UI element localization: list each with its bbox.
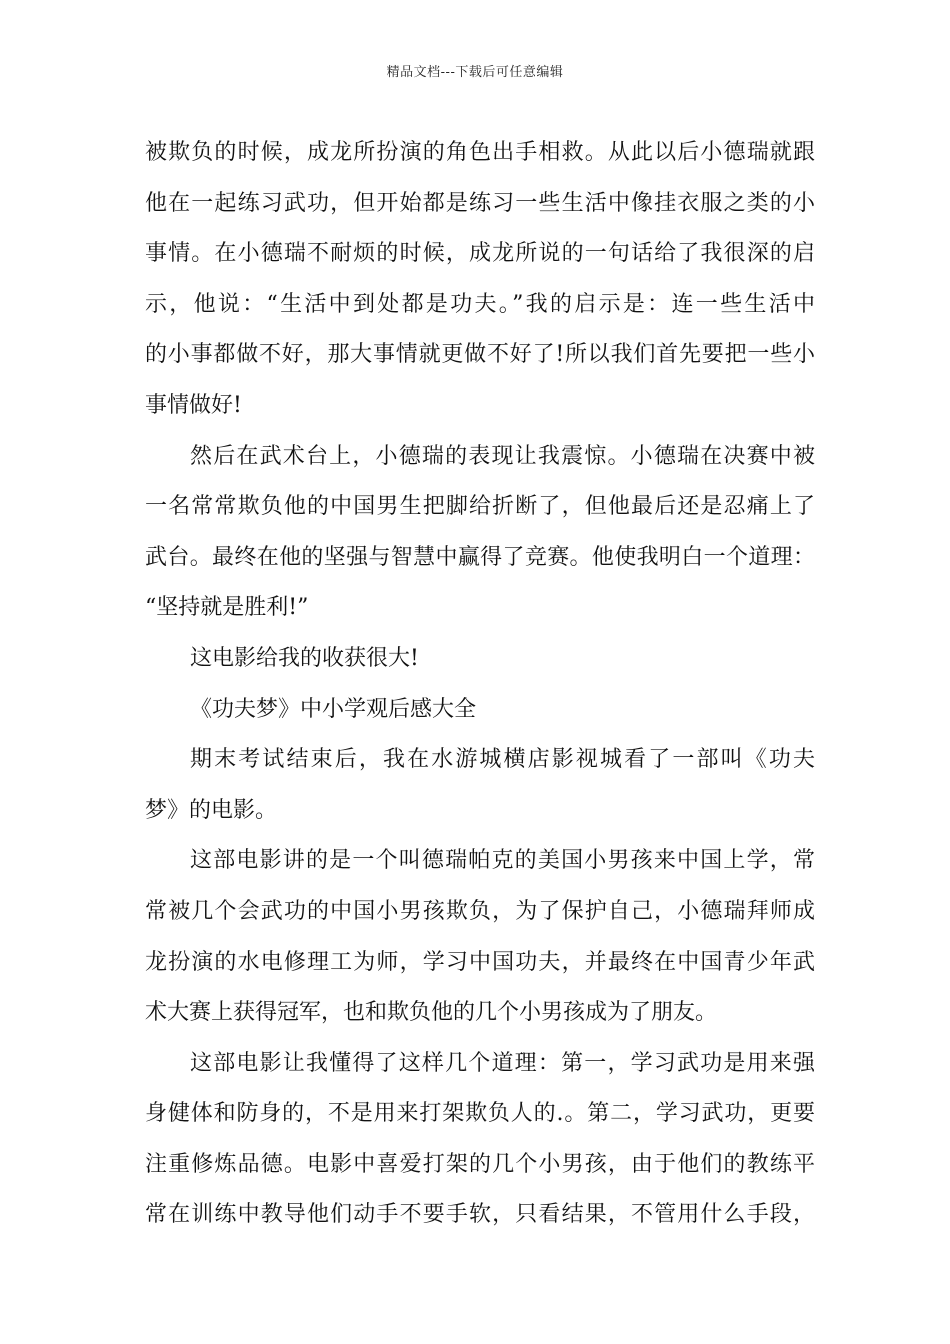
text-line: 术大赛上获得冠军，也和欺负他的几个小男孩成为了朋友。 [145, 1000, 718, 1026]
text-line: 这电影给我的收获很大! [190, 645, 419, 671]
text-line: 一名常常欺负他的中国男生把脚给折断了，但他最后还是忍痛上了 [145, 494, 815, 520]
page-header: 精品文档---下载后可任意编辑 [386, 65, 564, 80]
text-line: 注重修炼品德。电影中喜爱打架的几个小男孩，由于他们的教练平 [145, 1151, 815, 1177]
text-line: 期末考试结束后，我在水游城横店影视城看了一部叫《功夫 [190, 747, 815, 773]
text-line: 常被几个会武功的中国小男孩欺负，为了保护自己，小德瑞拜师成 [145, 898, 815, 924]
text-line: 龙扮演的水电修理工为师，学习中国功夫，并最终在中国青少年武 [145, 949, 815, 975]
text-line: 武台。最终在他的坚强与智慧中赢得了竞赛。他使我明白一个道理： [145, 544, 815, 570]
text-line: 他在一起练习武功，但开始都是练习一些生活中像挂衣服之类的小 [145, 190, 815, 216]
text-line: 示，他说：“生活中到处都是功夫。”我的启示是：连一些生活中 [145, 291, 815, 317]
text-line: 然后在武术台上，小德瑞的表现让我震惊。小德瑞在决赛中被 [190, 443, 815, 469]
text-line: 《功夫梦》中小学观后感大全 [190, 696, 477, 722]
text-line: “坚持就是胜利!” [145, 595, 309, 621]
text-line: 事情。在小德瑞不耐烦的时候，成龙所说的一句话给了我很深的启 [145, 241, 815, 267]
text-line: 这部电影让我懂得了这样几个道理：第一，学习武功是用来强 [190, 1050, 815, 1076]
text-line: 的小事都做不好，那大事情就更做不好了!所以我们首先要把一些小 [145, 342, 815, 368]
body-text [145, 128, 815, 1241]
text-line: 身健体和防身的，不是用来打架欺负人的.。第二，学习武功，更要 [145, 1101, 815, 1127]
text-line: 常在训练中教导他们动手不要手软，只看结果，不管用什么手段， [145, 1202, 815, 1228]
text-line: 事情做好! [145, 392, 242, 418]
text-line: 这部电影讲的是一个叫德瑞帕克的美国小男孩来中国上学，常 [190, 848, 815, 874]
text-line: 被欺负的时候，成龙所扮演的角色出手相救。从此以后小德瑞就跟 [145, 140, 815, 165]
text-line: 梦》的电影。 [145, 797, 278, 823]
